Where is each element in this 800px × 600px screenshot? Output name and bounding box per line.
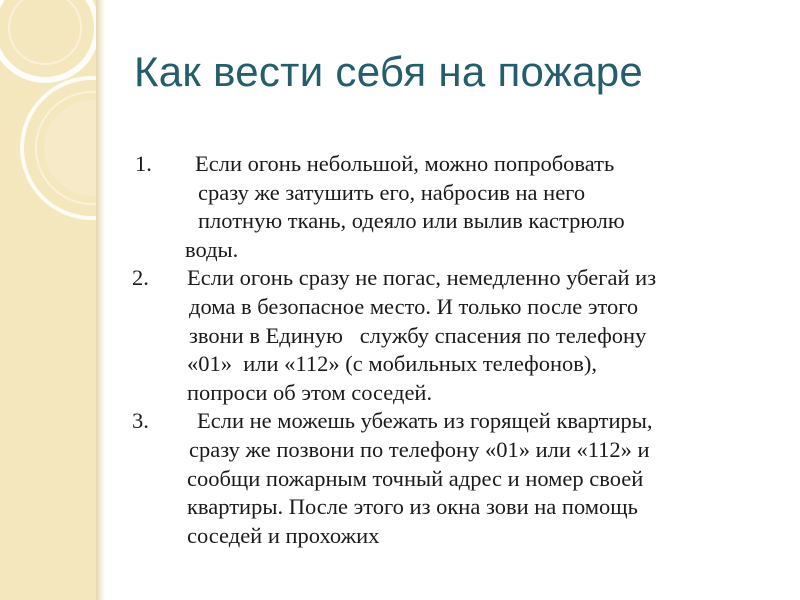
list-item-line: сразу же затушить его, набросив на него xyxy=(198,179,586,205)
list-item-line: попроси об этом соседей. xyxy=(187,379,433,405)
list-item-line: Если огонь сразу не погас, немедленно убегай из xyxy=(187,265,657,291)
list-item-line: Если не можешь убежать из горящей квартиры, xyxy=(197,408,653,434)
list-item-line: воды. xyxy=(185,236,239,262)
list-item-line: квартиры. После этого из окна зови на помощь xyxy=(187,494,638,520)
list-item-number: 2. xyxy=(132,265,149,291)
list-item-line: звони в Единую службу спасения по телефону xyxy=(189,322,647,348)
list-item xyxy=(135,150,775,264)
list-item-number: 1. xyxy=(135,151,152,176)
slide-title: Как вести себя на пожаре xyxy=(134,48,644,95)
list-item-line: «01» или «112» (с мобильных телефонов), xyxy=(187,351,597,377)
list-item-line: плотную ткань, одеяло или вылив кастрюлю xyxy=(198,208,625,234)
list-item xyxy=(132,407,775,550)
list-item xyxy=(132,264,775,407)
numbered-list xyxy=(132,150,775,550)
list-item-line: соседей и прохожих xyxy=(187,522,380,548)
decorative-circles-icon xyxy=(0,0,96,600)
list-item-line: сразу же позвони по телефону «01» или «112» и xyxy=(189,436,650,462)
list-item-number: 3. xyxy=(132,408,149,434)
list-item-line: Если огонь небольшой, можно попробовать xyxy=(195,151,615,176)
list-item-line: сообщи пожарным точный адрес и номер своей xyxy=(187,465,644,491)
decorative-side-band xyxy=(0,0,96,600)
side-band-edge xyxy=(96,0,105,600)
list-item-line: дома в безопасное место. И только после этого xyxy=(189,293,639,319)
